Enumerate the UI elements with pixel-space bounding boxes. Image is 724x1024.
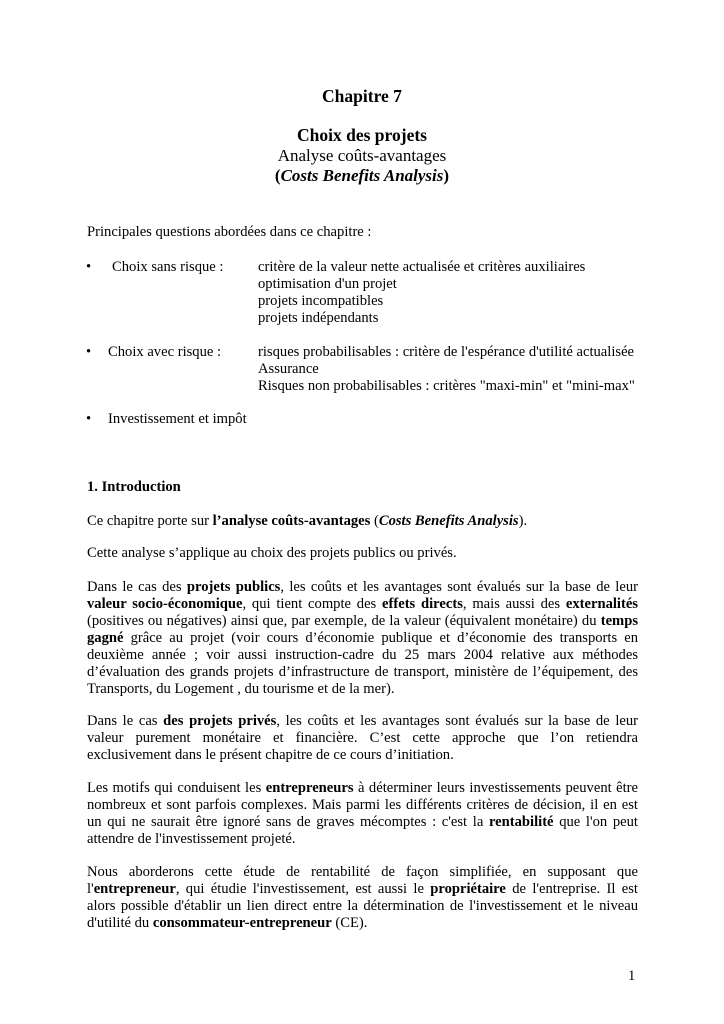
intro-line: Principales questions abordées dans ce chapitre : [87, 224, 372, 240]
paragraph: Les motifs qui conduisent les entrepreneurs à déterminer leurs investissements peuvent être nombreux et sont parfois complexes. Mais parmi les différents critères de décision, il en est un qui ne saurait être ignoré sans de graves mécomptes : c'est la rentabilité que l'on peut attendre de l'investissement projeté. [87, 780, 638, 847]
question-items [258, 259, 585, 327]
page-number: 1 [628, 968, 636, 984]
page-subtitle: Analyse coûts-avantages [277, 146, 447, 165]
section-heading: 1. Introduction [87, 479, 181, 495]
list-item: risques probabilisables : critère de l'espérance d'utilité actualisée [258, 344, 635, 360]
list-item: Assurance [258, 361, 319, 377]
list-item: projets indépendants [258, 310, 379, 326]
list-item: optimisation d'un projet [258, 276, 397, 292]
paragraph: Dans le cas des projets privés, les coûts et les avantages sont évalués sur la base de leur valeur purement monétaire et financière. C’est cette approche que l’on retiendra exclusivement dans le présent chapitre de ce cours d’initiation. [87, 713, 639, 763]
bullet-icon: • [86, 259, 92, 275]
bullet-icon: • [86, 411, 92, 427]
chapter-label: Chapitre 7 [322, 86, 402, 106]
question-items [258, 344, 635, 395]
page-subtitle-english: (Costs Benefits Analysis) [274, 166, 450, 185]
bullet-icon: • [86, 344, 92, 360]
page-title: Choix des projets [297, 125, 427, 145]
list-item: critère de la valeur nette actualisée et critères auxiliaires [258, 259, 586, 275]
question-label: Choix avec risque : [108, 344, 222, 360]
question-label: Investissement et impôt [108, 411, 247, 427]
paragraph: Cette analyse s’applique au choix des projets publics ou privés. [87, 545, 457, 561]
list-item: Risques non probabilisables : critères "maxi-min" et "mini-max" [258, 378, 635, 394]
paragraph: Ce chapitre porte sur l’analyse coûts-avantages (Costs Benefits Analysis). [87, 513, 528, 529]
question-label: Choix sans risque : [112, 259, 224, 275]
paragraph: Nous aborderons cette étude de rentabilité de façon simplifiée, en supposant que l'entrepreneur, qui étudie l'investissement, est aussi le propriétaire de l'entreprise. Il est alors possible d'établir un lien direct entre la détermination de l'investissement et le niveau d'utilité du consommateur-entrepreneur (CE). [87, 864, 638, 931]
list-item: projets incompatibles [258, 293, 384, 309]
paragraph: Dans le cas des projets publics, les coûts et les avantages sont évalués sur la base de leur valeur socio-économique, qui tient compte des effets directs, mais aussi des externalités (positives ou négatives) ainsi que, par exemple, de la valeur (équivalent monétaire) du temps gagné grâce au projet (voir cours d’économie publique et d’économie des transports en deuxième année ; voir aussi instruction-cadre du 25 mars 2004 relative aux méthodes d’évaluation des grands projets d’infrastructure de transport, ministère de l’équipement, des Transports, du Logement , du tourisme et de la mer). [87, 579, 638, 697]
